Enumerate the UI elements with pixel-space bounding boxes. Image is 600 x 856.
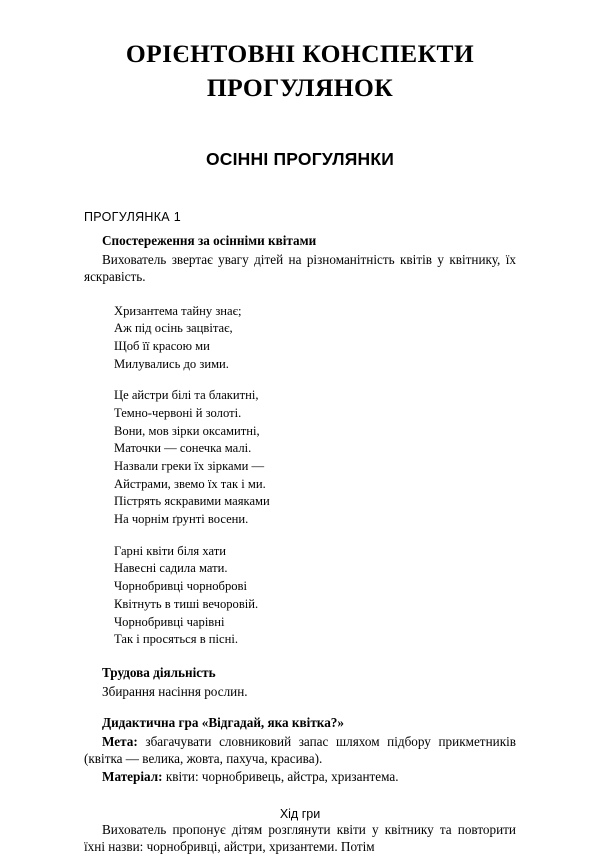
- observation-heading: Спостереження за осінніми квітами: [102, 233, 317, 249]
- poem-line: Пістрять яскравими маяками: [114, 494, 270, 509]
- game-goal-label: Мета:: [102, 733, 138, 749]
- poem-line: Щоб її красою ми: [114, 338, 210, 353]
- poem-line: Так і просяться в пісні.: [114, 632, 239, 647]
- game-procedure-text: Вихователь пропонує дітям розглянути квіти у квітнику та повторити їхні назви: чорнобривці, айстри, хризантеми. Потім: [84, 822, 516, 855]
- poem-stanza-1: [114, 286, 516, 374]
- poem-line: Аж під осінь зацвітає,: [114, 321, 233, 336]
- game-heading: Дидактична гра «Відгадай, яка квітка?»: [102, 714, 344, 730]
- poem-stanza-3: [114, 529, 516, 649]
- labor-section: [84, 649, 516, 700]
- game-material: [84, 767, 516, 785]
- poem-line: Це айстри білі та блакитні,: [114, 388, 259, 403]
- labor-heading: Трудова діяльність: [102, 664, 216, 680]
- page-title-line-2: ПРОГУЛЯНОК: [206, 72, 394, 102]
- walk-label: ПРОГУЛЯНКА 1: [84, 210, 181, 225]
- poem-line: Вони, мов зірки оксамитні,: [114, 423, 260, 438]
- page-title: [84, 0, 516, 104]
- game-section: [84, 700, 516, 856]
- labor-text: Збирання насіння рослин.: [102, 683, 248, 699]
- game-goal-text: збагачувати словниковий запас шляхом підбору прикметників (квітка — велика, жовта, пахуча, красива).: [84, 733, 516, 766]
- poem-line: На чорнім ґрунті восени.: [114, 512, 249, 527]
- poem-line: Чорнобривці чорноброві: [114, 579, 248, 594]
- poem-line: Гарні квіти біля хати: [114, 543, 226, 558]
- game-material-label: Матеріал:: [102, 769, 163, 785]
- poem: [84, 286, 516, 649]
- poem-line: Навесні садила мати.: [114, 561, 228, 576]
- poem-line: Квітнуть в тиші вечоровій.: [114, 596, 259, 611]
- poem-line: Чорнобривці чарівні: [114, 614, 225, 629]
- poem-line: Маточки — сонечка малі.: [114, 441, 252, 456]
- game-material-text: квіти: чорнобривець, айстра, хризантема.: [162, 769, 399, 785]
- poem-line: Назвали греки їх зірками —: [114, 459, 265, 474]
- game-procedure-label: Хід гри: [279, 807, 321, 822]
- poem-line: Айстрами, звемо їх так і ми.: [114, 476, 266, 491]
- observation-intro: Вихователь звертає увагу дітей на різноманітність квітів у квітнику, їх яскравість.: [84, 252, 516, 285]
- poem-line: Хризантема тайну знає;: [114, 303, 242, 318]
- section-title: ОСІННІ ПРОГУЛЯНКИ: [205, 149, 395, 170]
- game-goal: [84, 732, 516, 767]
- poem-line: Темно-червоні й золоті.: [114, 405, 242, 420]
- poem-line: Милувались до зими.: [114, 356, 229, 371]
- page-title-line-1: ОРІЄНТОВНІ КОНСПЕКТИ: [125, 39, 475, 68]
- poem-stanza-2: [114, 373, 516, 529]
